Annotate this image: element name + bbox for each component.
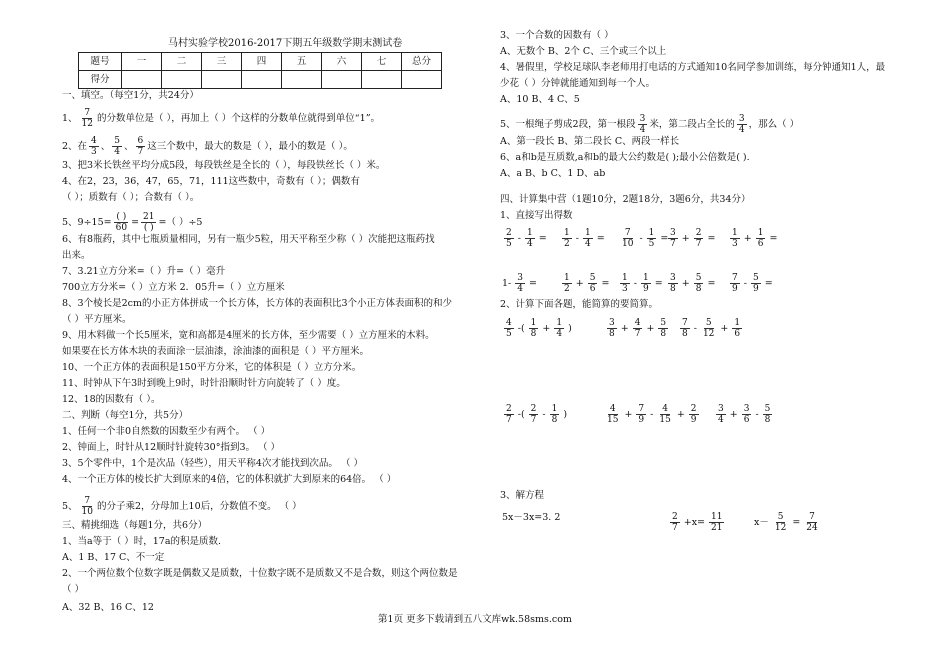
score-row-label: 得分 (79, 71, 122, 89)
fraction: $\frac{1}{2}$ (564, 228, 570, 249)
question-line: 2、一个两位数个位数字既是偶数又是质数，十位数字既不是质数又不是合数，则这个两位数是 (62, 568, 458, 579)
math-expression: $\frac{1}{2}$ + $\frac{5}{6}$ = (564, 273, 610, 294)
fraction: $\frac{3}{4}$ (718, 404, 724, 425)
score-input-cell[interactable] (402, 71, 442, 89)
fraction: $\frac{7}{8}$ (682, 318, 688, 339)
question-line: 700立方分米=（ ）立方米 2．05升=（ ）立方厘米 (62, 282, 285, 293)
fraction: $\frac{7}{10}$ (622, 228, 634, 249)
question-line: A、第一段长 B、第二段长 C、两段一样长 (500, 136, 680, 147)
fraction: $\frac{21}{( )}$ (143, 212, 155, 233)
question-line: 2、在 $\frac{4}{3}$ 、 $\frac{5}{4}$ 、 $\frac{6}{7}$ 这三个数中，最大的数是（ ），最小的数是（ ）。 (62, 136, 353, 157)
fraction: $\frac{1}{3}$ (732, 228, 738, 249)
question-line: 6、a和b是互质数,a和b的最大公约数是( );最小公倍数是( ). (500, 152, 750, 163)
fraction: $\frac{4}{15}$ (607, 404, 619, 425)
score-header-cell: 总分 (402, 53, 442, 71)
fraction: $\frac{5}{6}$ (589, 273, 596, 294)
score-header-cell: 四 (242, 53, 282, 71)
question-line: 5、 $\frac{7}{10}$ 的分子乘2，分母加上10后，分数值不变。 （ ） (62, 496, 302, 517)
fraction: $\frac{4}{5}$ (506, 318, 512, 339)
math-expression: $\frac{2}{7}$ -( $\frac{2}{7}$ - $\frac{1}{8}$ ) (506, 404, 568, 425)
fraction: $\frac{7}{10}$ (81, 496, 93, 517)
question-line: 11、时钟从下午3时到晚上9时，时针沿顺时针方向旋转了（ ）度。 (62, 378, 346, 389)
question-line: 2、钟面上，时针从12顺时针旋转30°指到3。 （ ） (62, 442, 281, 453)
question-line: 少花（ ）分钟就能通知到每一个人。 (500, 78, 656, 89)
fraction: $\frac{1}{5}$ (648, 228, 655, 249)
math-expression: $\frac{7}{10}$ - $\frac{1}{5}$ = (622, 228, 669, 249)
fraction: $\frac{11}{21}$ (711, 512, 723, 533)
fraction: $\frac{1}{6}$ (734, 318, 741, 339)
fraction: $\frac{1}{2}$ (564, 273, 570, 294)
question-line: 1、直接写出得数 (500, 210, 573, 221)
fraction: $\frac{5}{8}$ (695, 273, 702, 294)
fraction: $\frac{5}{12}$ (702, 318, 715, 339)
fraction: $\frac{1}{4}$ (556, 318, 563, 339)
math-expression: $\frac{3}{8}$ + $\frac{4}{7}$ + $\frac{5}{8}$ (609, 318, 667, 339)
question-line: 1、 $\frac{7}{12}$ 的分数单位是（ ），再加上（ ）个这样的分数单位就得到单位“1”。 (62, 108, 381, 129)
score-input-cell[interactable] (322, 71, 362, 89)
score-header-cell: 二 (162, 53, 202, 71)
score-header-cell: 六 (322, 53, 362, 71)
question-line: A、1 B、17 C、不一定 (62, 552, 165, 563)
score-input-cell[interactable] (162, 71, 202, 89)
math-expression: $\frac{7}{8}$ - $\frac{5}{12}$ + $\frac{1}{6}$ (682, 318, 741, 339)
question-line: （ ） (62, 584, 85, 595)
math-expression: $\frac{4}{15}$ + $\frac{7}{9}$ - $\frac{4}{15}$ + $\frac{2}{9}$ (607, 404, 697, 425)
fraction: $\frac{2}{7}$ (695, 228, 702, 249)
question-line: （ ）；质数有（ ）；合数有（ ）。 (62, 192, 200, 203)
score-input-cell[interactable] (282, 71, 322, 89)
question-line: A、10 B、4 C、5 (500, 94, 580, 105)
math-expression: $\frac{7}{9}$ - $\frac{5}{9}$ = (732, 273, 773, 294)
fraction: $\frac{3}{6}$ (743, 404, 750, 425)
fraction: $\frac{3}{4}$ (639, 114, 646, 135)
question-line: 四、计算集中营（1题10分，2题18分，3题6分，共34分） (500, 194, 751, 205)
question-line: 1、任何一个非0自然数的因数至少有两个。 （ ） (62, 426, 271, 437)
fraction: $\frac{7}{24}$ (806, 512, 818, 533)
math-expression: x－ $\frac{5}{12}$ = $\frac{7}{24}$ (754, 512, 818, 533)
fraction: $\frac{1}{4}$ (584, 228, 591, 249)
score-input-cell[interactable] (362, 71, 402, 89)
fraction: $\frac{5}{8}$ (660, 318, 667, 339)
question-line: 6、有8瓶药，其中七瓶质量相同，另有一瓶少5粒，用天平称至少称（ ）次能把这瓶药找 (62, 234, 435, 245)
question-line: 二、判断（每空1分，共5分） (62, 410, 189, 421)
fraction: $\frac{3}{4}$ (738, 114, 745, 135)
question-line: 一、填空。（每空1分，共24分） (62, 90, 199, 101)
question-line: 5、一根绳子剪成2段，第一根段 $\frac{3}{4}$ 米，第二段占全长的 $\frac{3}{4}$ ，那么（ ） (500, 114, 800, 135)
fraction: $\frac{3}{8}$ (609, 318, 615, 339)
math-expression: $\frac{3}{4}$ + $\frac{3}{6}$ - $\frac{5}{8}$ (718, 404, 771, 425)
question-line: 10、一个正方体的表面积是150平方分米，它的体积是（ ）立方分米。 (62, 362, 362, 373)
question-line: 3、一个合数的因数有（ ） (500, 30, 614, 41)
question-line: （ ）平方厘米。 (62, 314, 132, 325)
fraction: $\frac{3}{7}$ (670, 228, 676, 249)
fraction: $\frac{2}{7}$ (672, 512, 678, 533)
score-header-cell: 七 (362, 53, 402, 71)
fraction: $\frac{6}{7}$ (137, 136, 144, 157)
fraction: $\frac{2}{9}$ (690, 404, 697, 425)
fraction: $\frac{( )}{60}$ (115, 212, 128, 233)
fraction: $\frac{1}{6}$ (757, 228, 764, 249)
question-line: 4、在2，23，36，47，65，71，111这些数中，奇数有（ ）；偶数有 (62, 176, 360, 187)
question-line: 3、解方程 (500, 490, 545, 501)
question-line: 如果要在长方体木块的表面涂一层油漆，涂油漆的面积是（ ）平方厘米。 (62, 346, 370, 357)
question-line: 4、暑假里，学校足球队李老师用打电话的方式通知10名同学参加训练，每分钟通知1人，最 (500, 62, 886, 73)
math-expression: $\frac{1}{2}$ - $\frac{1}{4}$ = (564, 228, 605, 249)
math-expression: $\frac{2}{7}$ +x= $\frac{11}{21}$ (672, 512, 723, 533)
math-expression: $\frac{2}{5}$ - $\frac{1}{4}$ = (506, 228, 547, 249)
fraction: $\frac{3}{8}$ (670, 273, 676, 294)
fraction: $\frac{5}{4}$ (114, 136, 121, 157)
question-line: 5、9÷15= $\frac{( )}{60}$ = $\frac{21}{( )}$ =（ ）÷5 (62, 212, 203, 233)
fraction: $\frac{5}{12}$ (774, 512, 787, 533)
question-line: 1、当a等于（ ）时，17a的积是质数. (62, 536, 222, 547)
math-expression: $\frac{3}{7}$ + $\frac{2}{7}$ = (670, 228, 716, 249)
math-expression: 5x－3x=3. 2 (502, 512, 561, 523)
fraction: $\frac{1}{8}$ (551, 404, 558, 425)
score-table (78, 52, 442, 89)
math-expression: 1- $\frac{3}{4}$ = (502, 273, 537, 294)
question-line: 9、用木料做一个长5厘米，宽和高都是4厘米的长方体，至少需要（ ）立方厘米的木料。 (62, 330, 435, 341)
question-line: 2、计算下面各题，能简算的要简算。 (500, 299, 659, 310)
question-line: A、32 B、16 C、12 (62, 602, 154, 613)
math-expression: $\frac{4}{5}$ -( $\frac{1}{8}$ + $\frac{1}{4}$ ) (506, 318, 572, 339)
fraction: $\frac{1}{8}$ (530, 318, 537, 339)
score-input-cell[interactable] (202, 71, 242, 89)
fraction: $\frac{1}{9}$ (642, 273, 649, 294)
fraction: $\frac{5}{9}$ (752, 273, 759, 294)
question-line: 8、3个棱长是2cm的小正方体拼成一个长方体，长方体的表面积比3个小正方体表面积的和少 (62, 298, 453, 309)
fraction: $\frac{4}{3}$ (91, 136, 97, 157)
score-header-cell: 五 (282, 53, 322, 71)
fraction: $\frac{4}{15}$ (659, 404, 671, 425)
fraction: $\frac{7}{9}$ (732, 273, 738, 294)
fraction: $\frac{5}{8}$ (764, 404, 771, 425)
fraction: $\frac{7}{9}$ (638, 404, 645, 425)
exam-title: 马村实验学校2016-2017下期五年级数学期末测试卷 (168, 38, 403, 49)
fraction: $\frac{3}{4}$ (517, 273, 523, 294)
score-header-cell: 三 (202, 53, 242, 71)
fraction: $\frac{2}{7}$ (530, 404, 537, 425)
question-line: 12、18的因数有（ ）。 (62, 394, 161, 405)
fraction: $\frac{7}{12}$ (81, 108, 93, 129)
question-line: 3、5个零件中，1个是次品（轻些），用天平称4次才能找到次品。 （ ） (62, 458, 363, 469)
question-line: A、无数个 B、2个 C、三个或三个以上 (500, 46, 667, 57)
page-footer: 第1页 更多下载请到五八文库wk.58sms.com (378, 614, 572, 625)
score-header-cell: 一 (122, 53, 162, 71)
fraction: $\frac{2}{5}$ (506, 228, 512, 249)
question-line: 3、把3米长铁丝平均分成5段，每段铁丝是全长的（ ），每段铁丝长（ ）米。 (62, 160, 386, 171)
score-header-cell: 题号 (79, 53, 122, 71)
math-expression: $\frac{1}{3}$ + $\frac{1}{6}$ = (732, 228, 778, 249)
fraction: $\frac{1}{4}$ (526, 228, 533, 249)
question-line: 出来。 (62, 250, 91, 261)
question-line: 三、精挑细选（每题1分，共6分） (62, 520, 208, 531)
question-line: 4、一个正方体的棱长扩大到原来的4倍，它的体积就扩大到原来的64倍。 （ ） (62, 474, 397, 485)
fraction: $\frac{2}{7}$ (506, 404, 512, 425)
math-expression: $\frac{1}{3}$ - $\frac{1}{9}$ = (622, 273, 663, 294)
fraction: $\frac{1}{3}$ (622, 273, 628, 294)
score-input-cell[interactable] (122, 71, 162, 89)
question-line: A、a B、b C、1 D、ab (500, 168, 606, 179)
math-expression: $\frac{3}{8}$ + $\frac{5}{8}$ = (670, 273, 716, 294)
question-line: 7、3.21立方分米=（ ）升=（ ）毫升 (62, 266, 226, 277)
score-input-cell[interactable] (242, 71, 282, 89)
fraction: $\frac{4}{7}$ (634, 318, 641, 339)
